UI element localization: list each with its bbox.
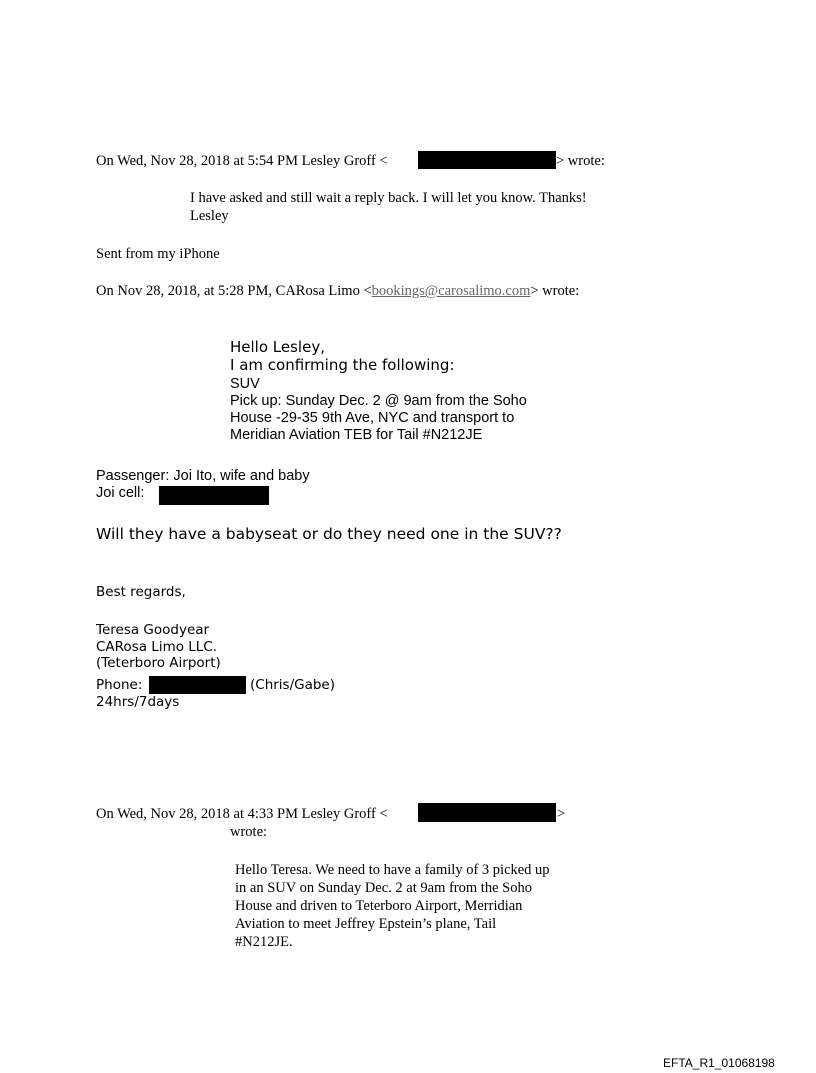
redacted-phone-1 [159, 486, 269, 505]
confirmation-greeting-block [230, 338, 455, 374]
redacted-phone-2 [149, 676, 246, 694]
confirmation-pickup-line-1: Pick up: Sunday Dec. 2 @ 9am from the Soho [230, 393, 527, 409]
reply-header-2-prefix: On Nov 28, 2018, at 5:28 PM, CARosa Limo < [96, 283, 372, 299]
reply-header-1 [96, 152, 388, 170]
reply-header-2-suffix: > wrote: [530, 283, 580, 299]
reply-header-1-suffix: > wrote: [556, 153, 605, 169]
confirmation-vehicle: SUV [230, 376, 260, 392]
reply-header-3-suffix: > [557, 806, 566, 822]
confirmation-intro: I am confirming the following: [230, 356, 455, 374]
signature-phone-suffix: (Chris/Gabe) [250, 677, 336, 693]
confirmation-greeting: Hello Lesley, [230, 338, 325, 356]
confirmation-pickup-line-3: Meridian Aviation TEB for Tail #N212JE [230, 427, 483, 443]
reply-1-line-1: I have asked and still wait a reply back. I will let you know. Thanks! [190, 190, 587, 206]
redacted-email-1 [418, 151, 556, 169]
reply-header-2 [96, 282, 579, 300]
bookings-email-link[interactable]: bookings@carosalimo.com [371, 283, 531, 299]
confirmation-pickup-line-2: House -29-35 9th Ave, NYC and transport to [230, 410, 515, 426]
reply-1-body [190, 189, 587, 225]
confirmation-details [230, 376, 527, 444]
signature-block [96, 622, 221, 672]
reply-header-1-prefix: On Wed, Nov 28, 2018 at 5:54 PM Lesley Groff < [96, 153, 388, 169]
original-message-line-2: in an SUV on Sunday Dec. 2 at 9am from the Soho [235, 880, 532, 896]
reply-header-3-prefix: On Wed, Nov 28, 2018 at 4:33 PM Lesley Groff < [96, 806, 388, 822]
signature-location: (Teterboro Airport) [96, 655, 221, 671]
sent-from-line: Sent from my iPhone [96, 246, 220, 262]
original-message [235, 861, 550, 951]
babyseat-question: Will they have a babyseat or do they need one in the SUV?? [96, 525, 562, 543]
reply-header-3-wrote: wrote: [230, 824, 268, 840]
original-message-line-1: Hello Teresa. We need to have a family of 3 picked up [235, 862, 550, 878]
original-message-line-3: House and driven to Teterboro Airport, Merridian [235, 898, 523, 914]
redacted-email-2 [418, 803, 556, 822]
signature-name: Teresa Goodyear [96, 622, 210, 638]
document-id: EFTA_R1_01068198 [663, 1056, 775, 1070]
original-message-line-5: #N212JE. [235, 934, 293, 950]
signature-phone-label: Phone: [96, 677, 143, 693]
reply-1-line-2: Lesley [190, 208, 229, 224]
passenger-line: Passenger: Joi Ito, wife and baby [96, 468, 310, 484]
original-message-line-4: Aviation to meet Jeffrey Epstein’s plane, Tail [235, 916, 497, 932]
joi-cell-label: Joi cell: [96, 485, 145, 501]
signature-company: CARosa Limo LLC. [96, 638, 218, 655]
signature-hours: 24hrs/7days [96, 694, 180, 710]
signature-closing: Best regards, [96, 584, 186, 600]
